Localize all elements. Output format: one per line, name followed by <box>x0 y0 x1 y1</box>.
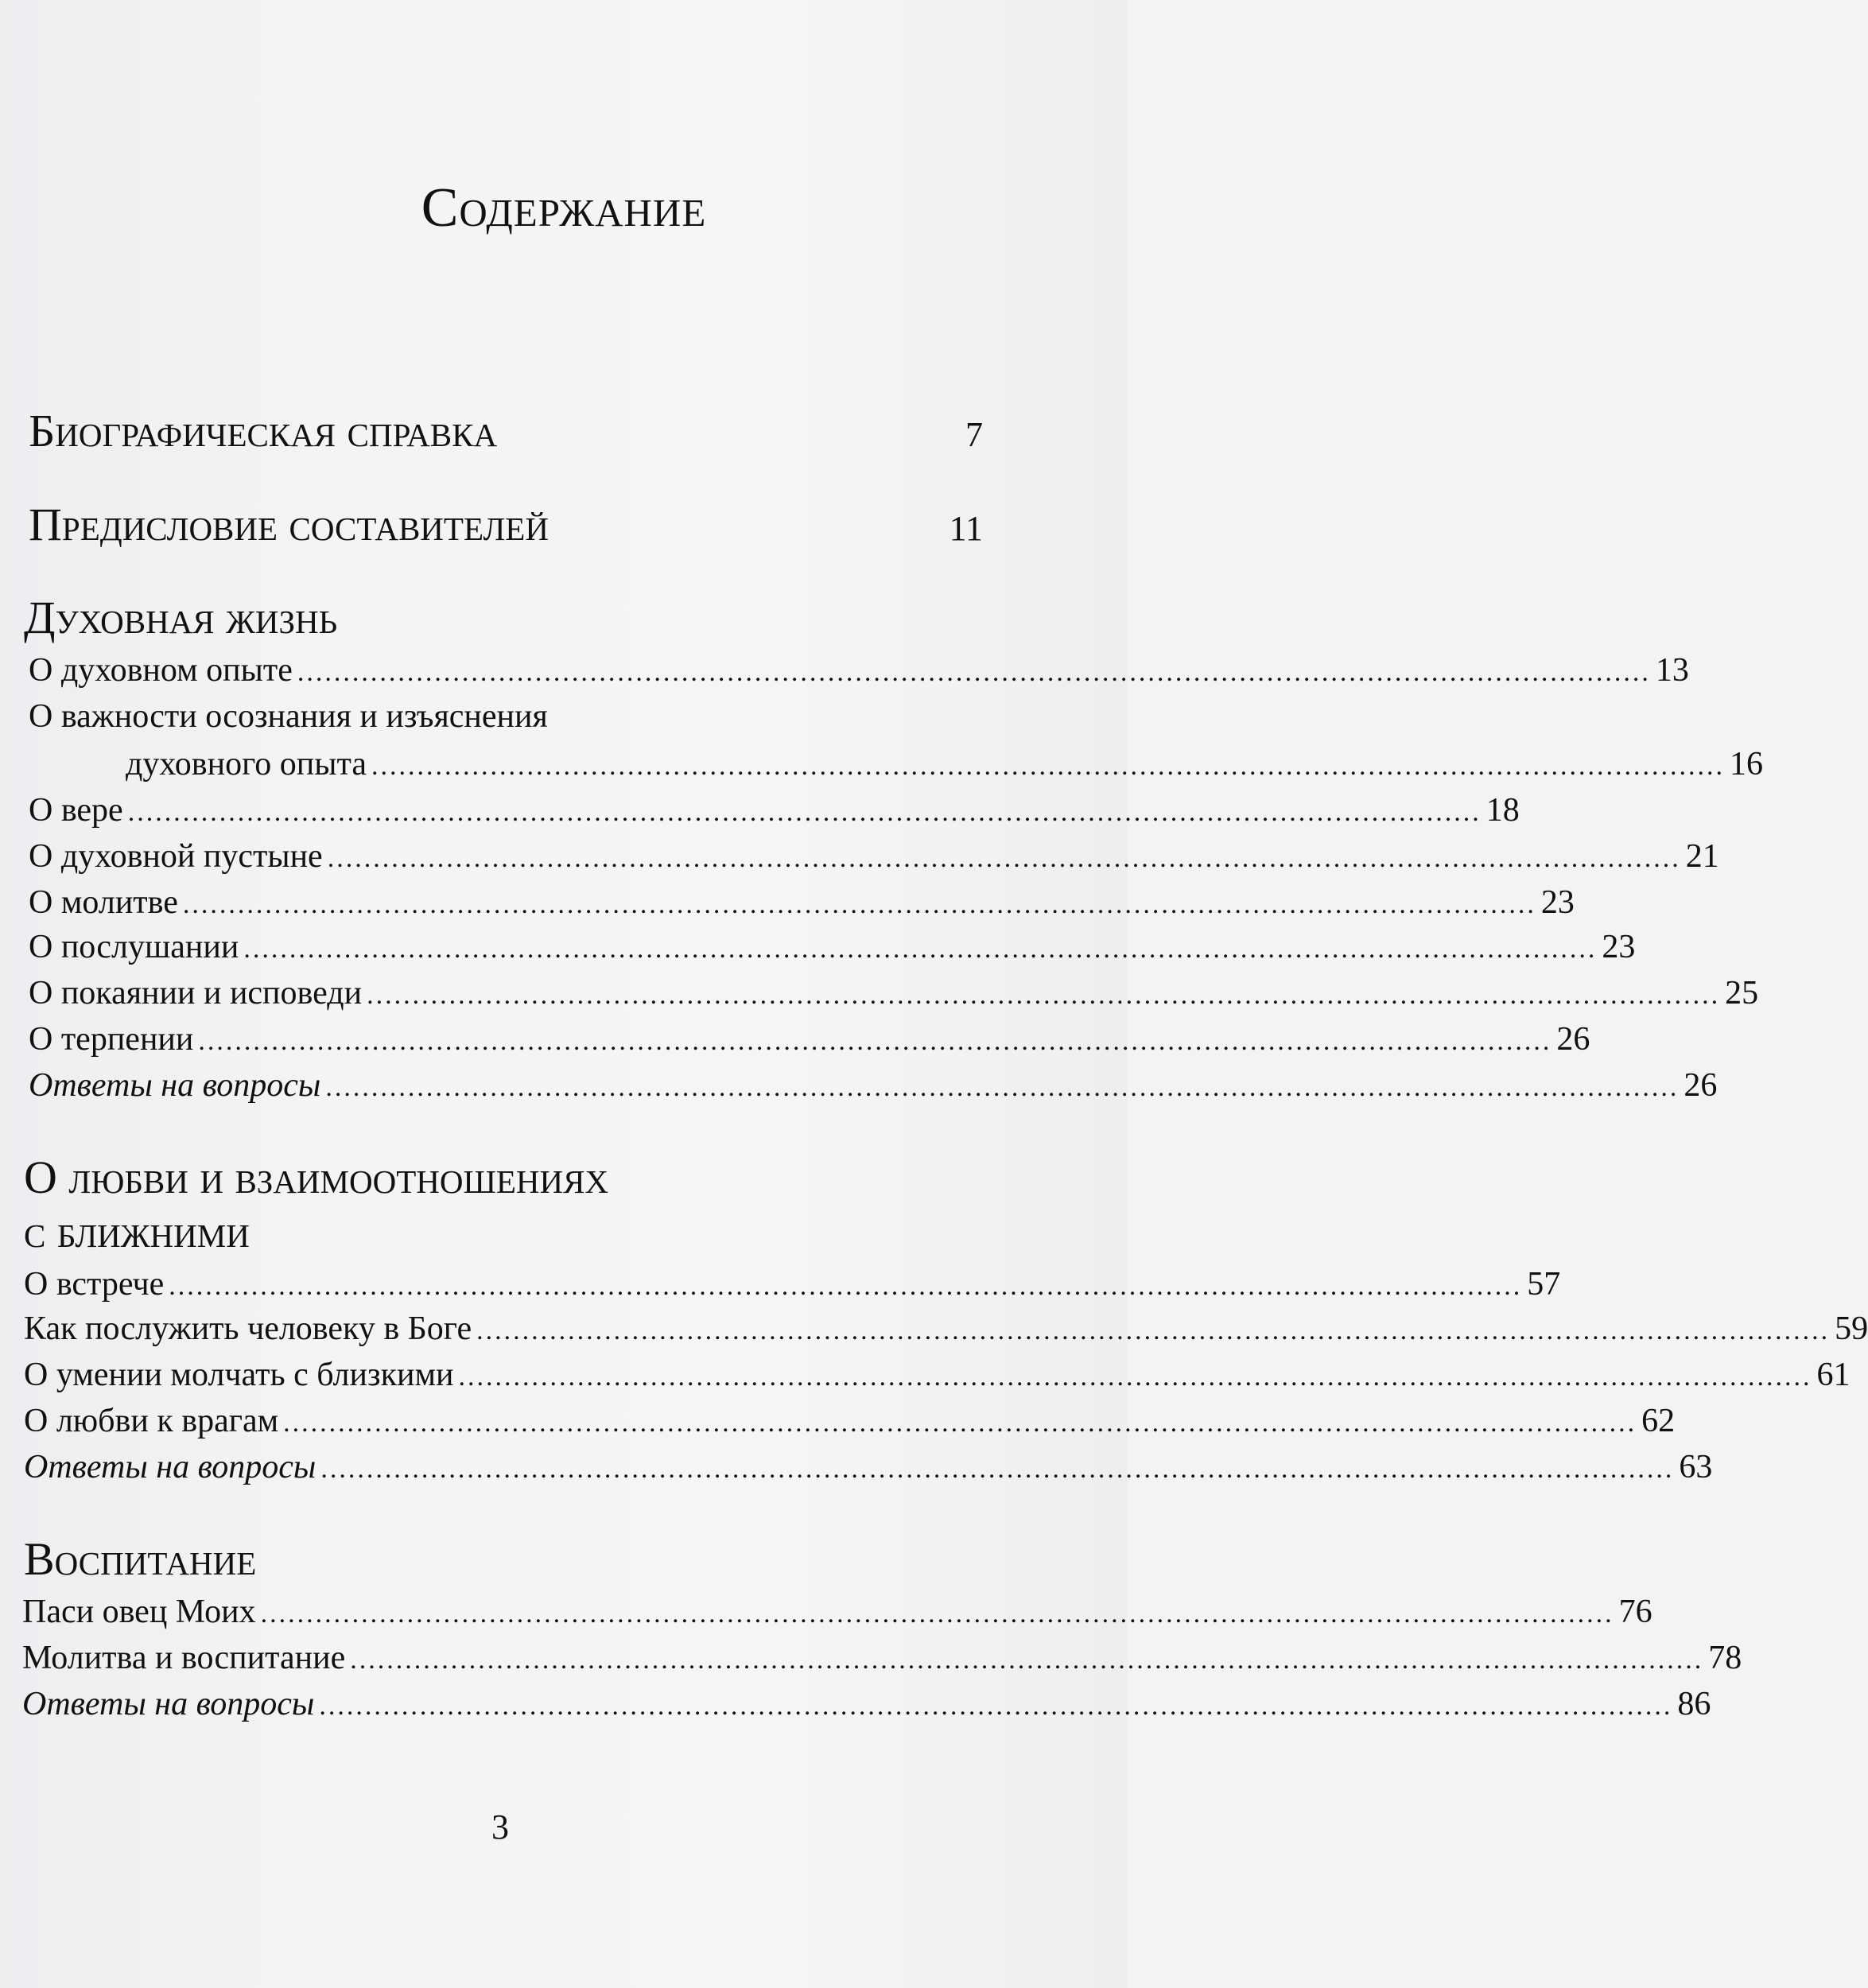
page-ref: 26 <box>1556 1021 1590 1058</box>
leader-dots: .................................................................................................................................................... <box>198 1027 1552 1056</box>
entry-title: Ответы на вопросы <box>29 1067 321 1104</box>
toc-entry[interactable] <box>29 652 1689 689</box>
toc-entry[interactable] <box>29 1021 1590 1058</box>
toc-entry[interactable] <box>24 1357 1851 1393</box>
page-ref: 62 <box>1641 1403 1676 1439</box>
page-ref: 21 <box>1685 838 1719 875</box>
page-ref: 78 <box>1708 1640 1742 1676</box>
toc-entry[interactable] <box>29 838 1719 875</box>
entry-title: Паси овец Моих <box>22 1594 256 1630</box>
section-heading: Предисловие составителей <box>29 499 549 550</box>
page-ref: 25 <box>1725 975 1759 1011</box>
entry-title: О послушании <box>29 929 239 965</box>
toc-entry[interactable] <box>24 1266 1561 1303</box>
leader-dots: .................................................................................................................................................... <box>371 751 1725 781</box>
toc-entry[interactable] <box>24 1403 1676 1439</box>
page-ref: 59 <box>1835 1310 1868 1347</box>
section-heading: Воспитание <box>24 1533 257 1585</box>
page-ref: 26 <box>1684 1067 1718 1104</box>
entry-title: О терпении <box>29 1021 194 1058</box>
leader-dots: .................................................................................................................................................... <box>319 1691 1673 1721</box>
entry-title: О духовном опыте <box>29 652 293 689</box>
entry-title: О молитве <box>29 884 178 921</box>
leader-dots: .................................................................................................................................................... <box>327 844 1681 873</box>
entry-title[interactable]: О важности осознания и изъяснения <box>29 698 548 735</box>
toc-entry[interactable] <box>29 929 1636 965</box>
leader-dots: .................................................................................................................................................... <box>297 658 1651 687</box>
entry-title: О покаянии и исповеди <box>29 975 363 1011</box>
entry-title: Как послужить человеку в Боге <box>24 1310 472 1347</box>
toc-entry[interactable] <box>22 1594 1652 1630</box>
toc-entry[interactable] <box>29 975 1759 1011</box>
toc-section-biography[interactable] <box>29 404 983 457</box>
toc-entry[interactable] <box>24 1449 1713 1485</box>
section-heading: О любви и взаимоотношениях <box>24 1151 609 1203</box>
page-ref: 11 <box>949 509 983 548</box>
entry-title: Ответы на вопросы <box>24 1449 317 1485</box>
entry-title: Ответы на вопросы <box>22 1686 315 1722</box>
leader-dots: .................................................................................................................................................... <box>320 1454 1675 1484</box>
leader-dots: .................................................................................................................................................... <box>458 1362 1812 1392</box>
toc-entry[interactable] <box>22 1686 1711 1722</box>
section-heading: Биографическая справка <box>29 405 498 456</box>
leader-dots: .................................................................................................................................................... <box>367 980 1721 1010</box>
page-ref: 63 <box>1679 1449 1713 1485</box>
page-ref: 57 <box>1527 1266 1561 1303</box>
page-ref: 76 <box>1618 1594 1652 1630</box>
leader-dots: .................................................................................................................................................... <box>182 890 1536 919</box>
toc-entry[interactable] <box>126 746 1763 782</box>
toc-entry[interactable] <box>29 792 1520 829</box>
page-ref: 86 <box>1677 1686 1711 1722</box>
toc-entry[interactable] <box>29 1067 1718 1104</box>
entry-title: О вере <box>29 792 123 829</box>
page-number: 3 <box>491 1807 509 1846</box>
entry-title: О встрече <box>24 1266 165 1303</box>
page-ref: 18 <box>1485 792 1520 829</box>
leader-dots: .................................................................................................................................................... <box>169 1272 1523 1301</box>
leader-dots: .................................................................................................................................................... <box>127 798 1482 827</box>
entry-title-continuation: духовного опыта <box>126 746 367 782</box>
entry-title: О умении молчать с близкими <box>24 1357 454 1393</box>
toc-entry[interactable] <box>24 1310 1868 1347</box>
leader-dots: .................................................................................................................................................... <box>260 1599 1614 1629</box>
section-heading-line2: с ближними <box>24 1206 250 1257</box>
page-ref: 16 <box>1729 746 1763 782</box>
page-ref: 7 <box>965 415 983 454</box>
page-title: Содержание <box>421 177 707 239</box>
leader-dots: .................................................................................................................................................... <box>476 1316 1831 1345</box>
toc-entry[interactable] <box>22 1640 1742 1676</box>
toc-section-preface[interactable] <box>29 498 983 551</box>
leader-dots: .................................................................................................................................................... <box>243 934 1598 964</box>
entry-title: Молитва и воспитание <box>22 1640 346 1676</box>
page-ref: 23 <box>1602 929 1636 965</box>
section-heading: Духовная жизнь <box>24 592 338 643</box>
entry-title: О духовной пустыне <box>29 838 323 875</box>
leader-dots: .................................................................................................................................................... <box>350 1645 1704 1675</box>
page-ref: 13 <box>1655 652 1689 689</box>
entry-title: О любви к врагам <box>24 1403 279 1439</box>
page-ref: 61 <box>1816 1357 1851 1393</box>
leader-dots: .................................................................................................................................................... <box>283 1408 1637 1438</box>
leader-dots: .................................................................................................................................................... <box>325 1073 1680 1102</box>
page-ref: 23 <box>1540 884 1575 921</box>
toc-entry[interactable] <box>29 884 1575 921</box>
